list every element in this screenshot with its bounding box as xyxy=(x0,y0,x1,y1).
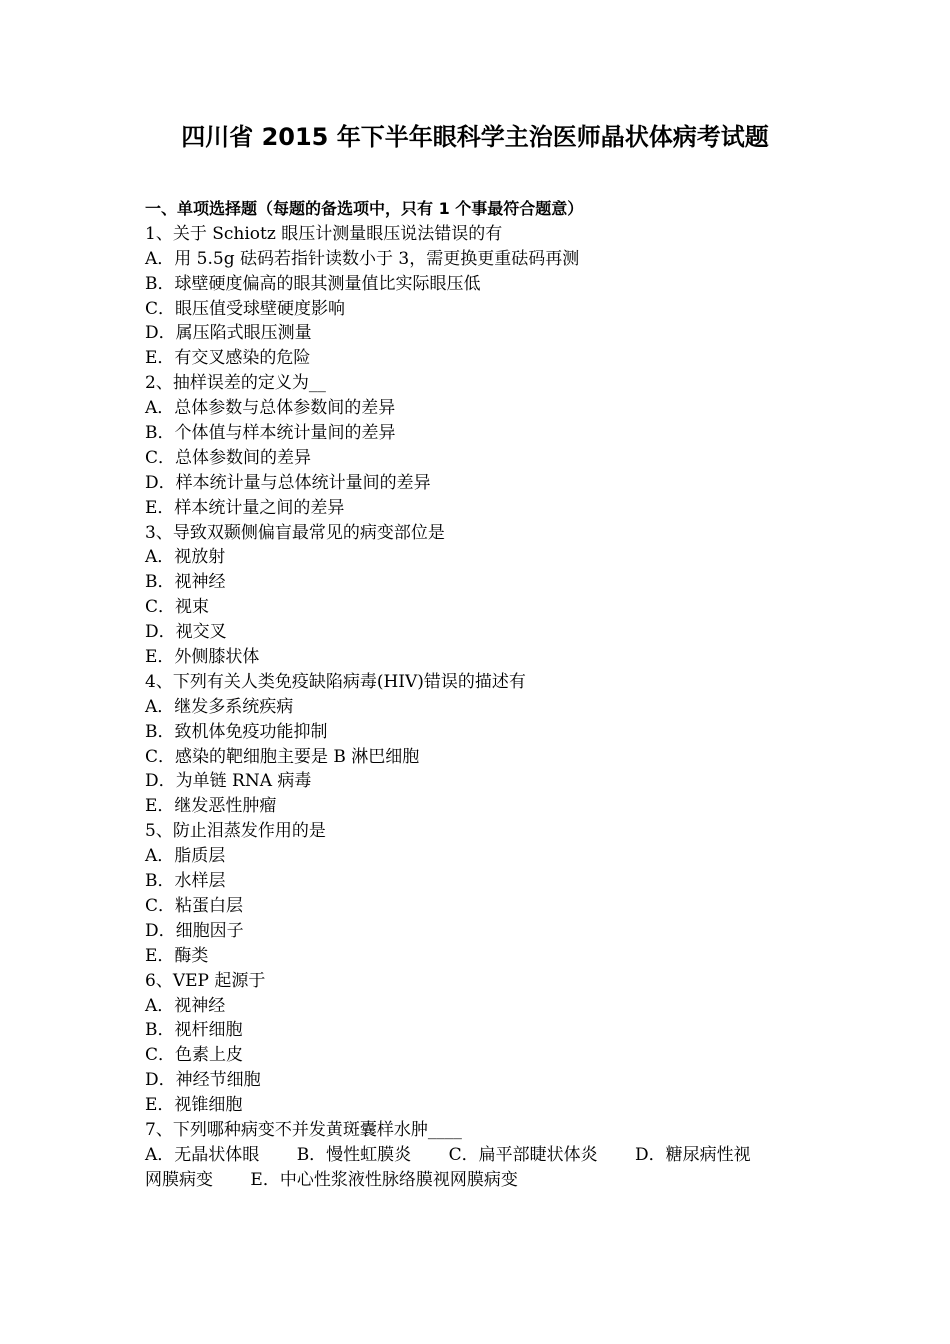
option-c: C．眼压值受球壁硬度影响 xyxy=(145,298,346,319)
option-e: E．视锥细胞 xyxy=(145,1095,243,1116)
option-b: B．球壁硬度偏高的眼其测量值比实际眼压低 xyxy=(145,273,481,294)
question-list xyxy=(145,197,815,1193)
question-stem: 6、VEP 起源于 xyxy=(145,970,266,991)
question-stem: 3、导致双颞侧偏盲最常见的病变部位是 xyxy=(145,522,445,543)
option-d: D．视交叉 xyxy=(145,622,227,643)
option-a: A．无晶状体眼 xyxy=(145,1144,260,1165)
option-c: C．视束 xyxy=(145,597,210,618)
option-e: E．酶类 xyxy=(145,945,209,966)
document-title: 四川省 2015 年下半年眼科学主治医师晶状体病考试题 xyxy=(181,123,769,151)
question-stem: 4、下列有关人类免疫缺陷病毒(HIV)错误的描述有 xyxy=(145,671,526,692)
option-a: A．视放射 xyxy=(145,547,226,568)
option-a: A．用 5.5g 砝码若指针读数小于 3，需更换更重砝码再测 xyxy=(145,248,580,269)
question-stem: 5、防止泪蒸发作用的是 xyxy=(145,821,326,842)
question-stem: 7、下列哪种病变不并发黄斑囊样水肿____ xyxy=(145,1119,462,1140)
option-d: D．细胞因子 xyxy=(145,920,244,941)
option-e: E．样本统计量之间的差异 xyxy=(145,497,345,518)
option-d: D．为单链 RNA 病毒 xyxy=(145,771,312,792)
option-b: B．视神经 xyxy=(145,572,226,593)
option-e: E．继发恶性肿瘤 xyxy=(145,796,277,817)
inline-options-row xyxy=(145,1168,815,1193)
option-e: E．有交叉感染的危险 xyxy=(145,348,311,369)
option-d: D．神经节细胞 xyxy=(145,1070,261,1091)
option-a: A．脂质层 xyxy=(145,846,226,867)
option-a: A．视神经 xyxy=(145,995,226,1016)
option-e: E．外侧膝状体 xyxy=(145,647,260,668)
option-c: C．感染的靶细胞主要是 B 淋巴细胞 xyxy=(145,746,420,767)
question-stem: 2、抽样误差的定义为__ xyxy=(145,373,326,394)
section-heading: 一、单项选择题（每题的备选项中，只有 1 个事最符合题意） xyxy=(145,199,584,218)
option-c: C．色素上皮 xyxy=(145,1045,244,1066)
option-d: D．样本统计量与总体统计量间的差异 xyxy=(145,472,431,493)
question-stem: 1、关于 Schiotz 眼压计测量眼压说法错误的有 xyxy=(145,223,503,244)
option-d: D．糖尿病性视 xyxy=(635,1144,751,1165)
option-a: A．总体参数与总体参数间的差异 xyxy=(145,398,396,419)
option-d-continued: 网膜病变 xyxy=(145,1169,213,1190)
option-d: D．属压陷式眼压测量 xyxy=(145,323,312,344)
option-b: B．视杆细胞 xyxy=(145,1020,243,1041)
option-c: C．粘蛋白层 xyxy=(145,895,244,916)
option-a: A．继发多系统疾病 xyxy=(145,696,294,717)
option-b: B．个体值与样本统计量间的差异 xyxy=(145,423,396,444)
option-b: B．水样层 xyxy=(145,871,226,892)
option-b: B．致机体免疫功能抑制 xyxy=(145,721,328,742)
inline-options-row xyxy=(145,1143,815,1168)
option-e: E．中心性浆液性脉络膜视网膜病变 xyxy=(250,1169,518,1190)
option-c: C．扁平部睫状体炎 xyxy=(448,1144,598,1165)
option-b: B．慢性虹膜炎 xyxy=(296,1144,412,1165)
option-c: C．总体参数间的差异 xyxy=(145,447,312,468)
